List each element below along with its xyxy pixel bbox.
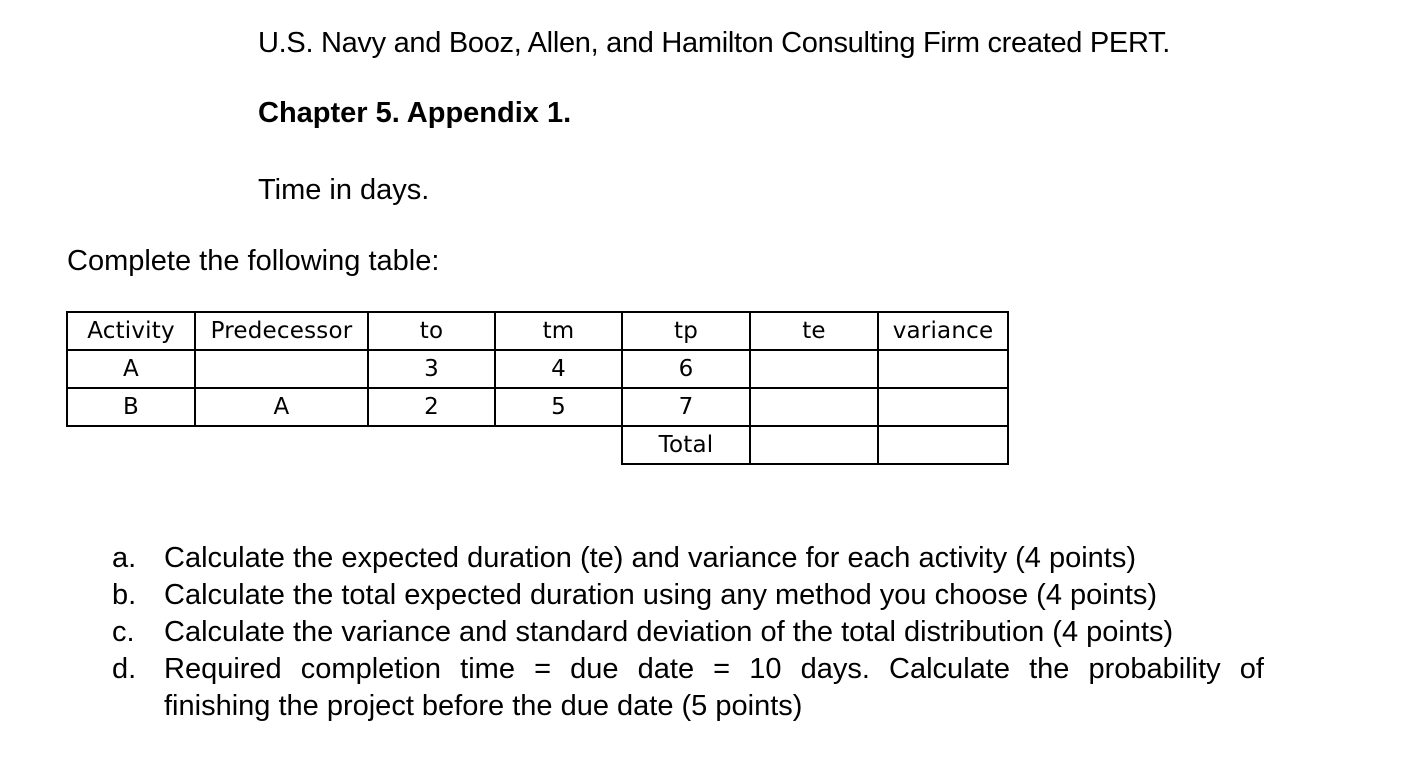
cell-te	[750, 350, 878, 388]
question-text-line-1: Required completion time = due date = 10 days. Calculate the probability of	[164, 653, 1264, 685]
question-item	[112, 651, 1264, 725]
cell-tp: 6	[622, 350, 750, 388]
table-total-row	[67, 426, 1008, 464]
empty-cell	[67, 426, 195, 464]
cell-to: 3	[368, 350, 495, 388]
document-title: U.S. Navy and Booz, Allen, and Hamilton Consulting Firm created PERT.	[258, 27, 1171, 59]
question-list	[112, 540, 1264, 725]
question-marker: a.	[112, 542, 137, 574]
header-to: to	[368, 312, 495, 350]
question-marker: b.	[112, 579, 137, 611]
header-activity: Activity	[67, 312, 195, 350]
cell-variance	[878, 350, 1008, 388]
empty-cell	[195, 426, 368, 464]
question-marker: c.	[112, 616, 135, 648]
header-tp: tp	[622, 312, 750, 350]
cell-tp: 7	[622, 388, 750, 426]
question-marker: d.	[112, 653, 137, 685]
question-item	[112, 614, 1264, 651]
question-text: Calculate the total expected duration using any method you choose (4 points)	[164, 579, 1158, 611]
question-item	[112, 577, 1264, 614]
header-te: te	[750, 312, 878, 350]
table-header-row	[67, 312, 1008, 350]
empty-cell	[495, 426, 622, 464]
total-variance	[878, 426, 1008, 464]
question-text: Calculate the expected duration (te) and variance for each activity (4 points)	[164, 542, 1137, 574]
question-item	[112, 540, 1264, 577]
pert-table	[66, 311, 1009, 465]
header-tm: tm	[495, 312, 622, 350]
table-row	[67, 388, 1008, 426]
cell-variance	[878, 388, 1008, 426]
total-label: Total	[622, 426, 750, 464]
total-te	[750, 426, 878, 464]
cell-predecessor: A	[195, 388, 368, 426]
cell-tm: 4	[495, 350, 622, 388]
cell-tm: 5	[495, 388, 622, 426]
question-text-line-2: finishing the project before the due date (5 points)	[164, 690, 803, 722]
question-text: Calculate the variance and standard deviation of the total distribution (4 points)	[164, 616, 1174, 648]
chapter-heading: Chapter 5. Appendix 1.	[258, 97, 572, 129]
cell-activity: B	[67, 388, 195, 426]
units-note: Time in days.	[258, 174, 430, 206]
table-row	[67, 350, 1008, 388]
cell-predecessor	[195, 350, 368, 388]
header-variance: variance	[878, 312, 1008, 350]
cell-to: 2	[368, 388, 495, 426]
table-instruction: Complete the following table:	[67, 245, 440, 277]
cell-te	[750, 388, 878, 426]
cell-activity: A	[67, 350, 195, 388]
empty-cell	[368, 426, 495, 464]
header-predecessor: Predecessor	[195, 312, 368, 350]
